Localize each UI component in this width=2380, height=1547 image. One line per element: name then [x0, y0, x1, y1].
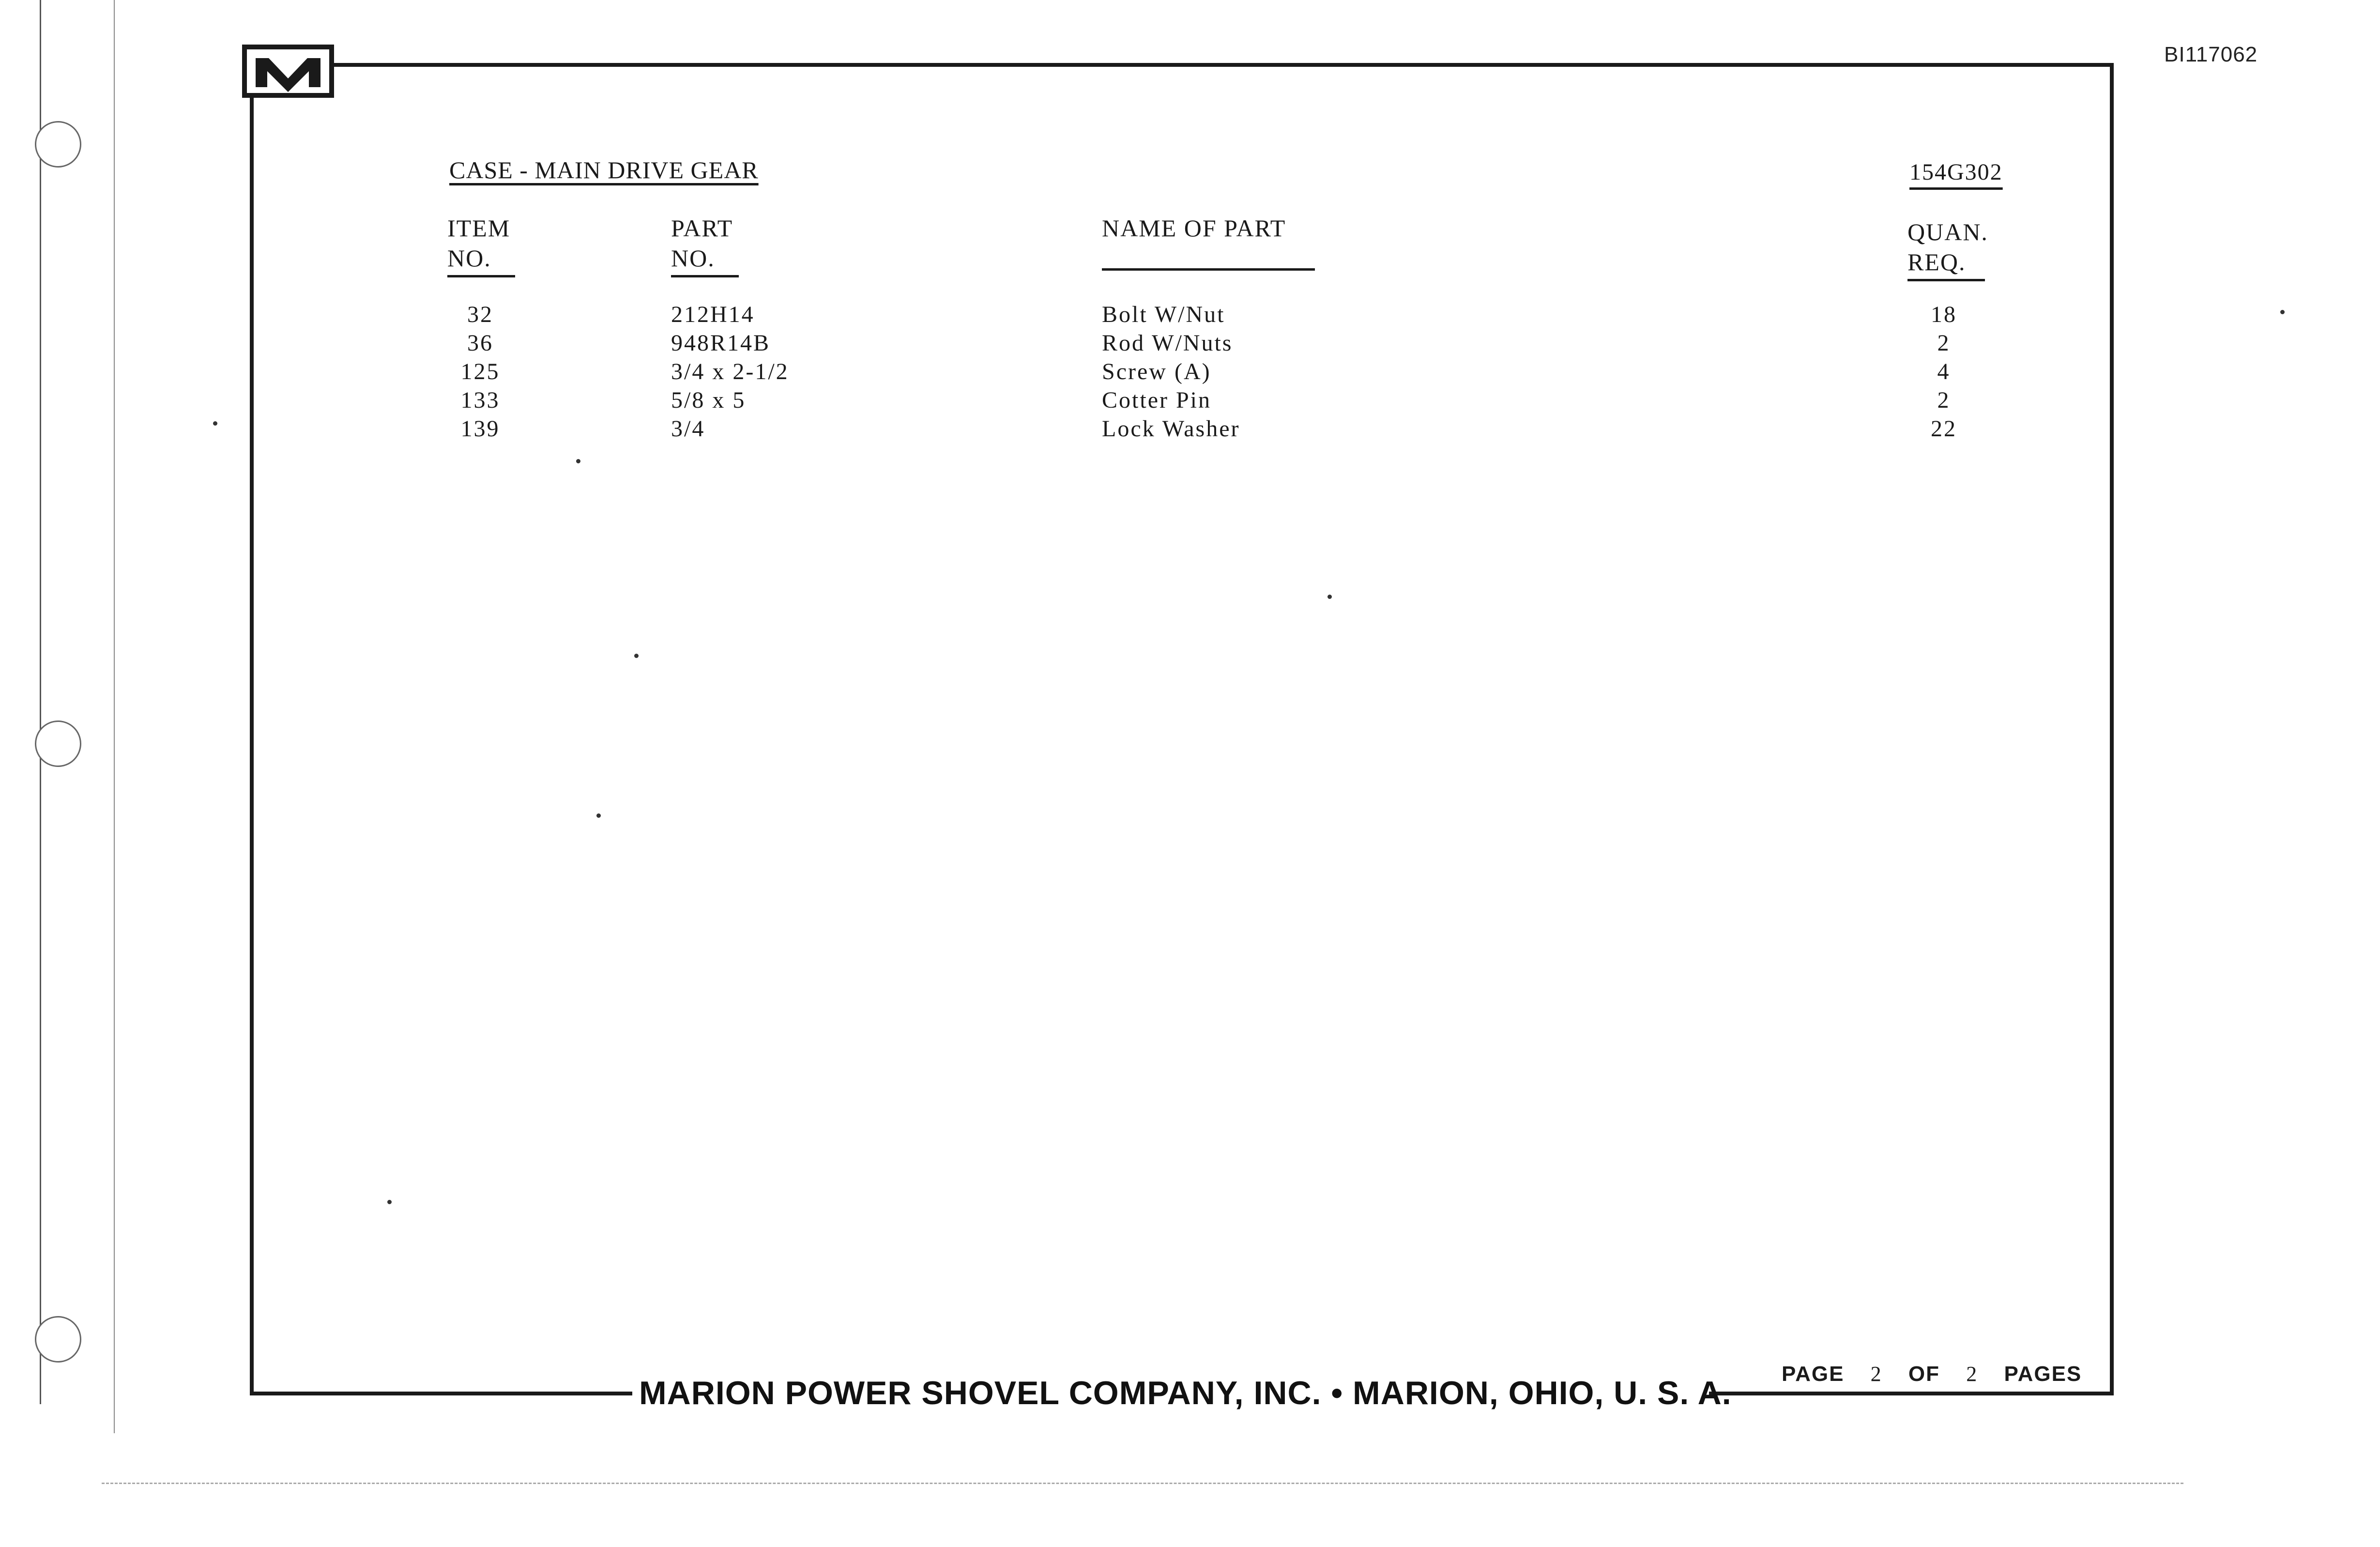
footer-rule-left: [250, 1392, 632, 1395]
table-row: [0, 301, 2380, 330]
part-no: 948R14B: [671, 330, 771, 356]
of-label: OF: [1908, 1362, 1940, 1386]
table-row: [0, 415, 2380, 444]
pages-label: PAGES: [2004, 1362, 2082, 1386]
scan-speck: [1327, 595, 1332, 599]
scan-speck: [634, 654, 639, 658]
item-no: 125: [460, 359, 500, 384]
assembly-title: CASE - MAIN DRIVE GEAR: [449, 156, 759, 184]
document-id: BI117062: [2164, 43, 2258, 66]
page-label: PAGE: [1782, 1362, 1845, 1386]
scan-speck: [596, 813, 601, 818]
header-name-rule: [1102, 268, 1315, 271]
punch-hole: [35, 720, 81, 767]
part-no: 5/8 x 5: [671, 387, 746, 413]
header-quan-req: QUAN. REQ.: [1907, 217, 1988, 281]
item-no: 36: [467, 330, 493, 356]
part-no: 3/4: [671, 416, 705, 442]
scan-speck: [576, 459, 580, 463]
footer-rule-right: [1709, 1392, 2114, 1395]
quantity: 2: [1937, 387, 1951, 413]
m-logo-icon: [247, 49, 329, 93]
page-total: 2: [1966, 1362, 1978, 1386]
part-name: Lock Washer: [1102, 416, 1240, 442]
part-name: Bolt W/Nut: [1102, 302, 1225, 327]
punch-hole: [35, 121, 81, 168]
header-name-of-part: NAME OF PART: [1102, 213, 1315, 271]
punch-hole: [35, 1316, 81, 1363]
company-footer: MARION POWER SHOVEL COMPANY, INC. • MARION, OHIO, U. S. A.: [639, 1375, 1732, 1411]
quantity: 22: [1931, 416, 1957, 442]
item-no: 139: [460, 416, 500, 442]
part-name: Cotter Pin: [1102, 387, 1212, 413]
item-no: 32: [467, 302, 493, 327]
parts-table: [0, 301, 2380, 444]
header-item-no: ITEM NO.: [447, 213, 515, 277]
binder-margin-line: [114, 0, 115, 1433]
page-edge-line: [102, 1483, 2183, 1484]
part-name: Rod W/Nuts: [1102, 330, 1233, 356]
quantity: 18: [1931, 302, 1957, 327]
assembly-number: 154G302: [1909, 159, 2003, 185]
table-row: [0, 358, 2380, 387]
table-row: [0, 387, 2380, 415]
scan-speck: [2280, 310, 2285, 314]
quantity: 2: [1937, 330, 1951, 356]
scan-speck: [213, 421, 217, 426]
binder-margin-line: [40, 0, 41, 1404]
header-part-no: PART NO.: [671, 213, 739, 277]
scan-speck: [387, 1200, 392, 1204]
marion-logo: [242, 45, 334, 98]
item-no: 133: [460, 387, 500, 413]
part-no: 3/4 x 2-1/2: [671, 359, 789, 384]
part-name: Screw (A): [1102, 359, 1211, 384]
quantity: 4: [1937, 359, 1951, 384]
table-row: [0, 330, 2380, 358]
page-number: 2: [1870, 1362, 1882, 1386]
part-no: 212H14: [671, 302, 755, 327]
page-indicator: [1782, 1362, 2101, 1386]
